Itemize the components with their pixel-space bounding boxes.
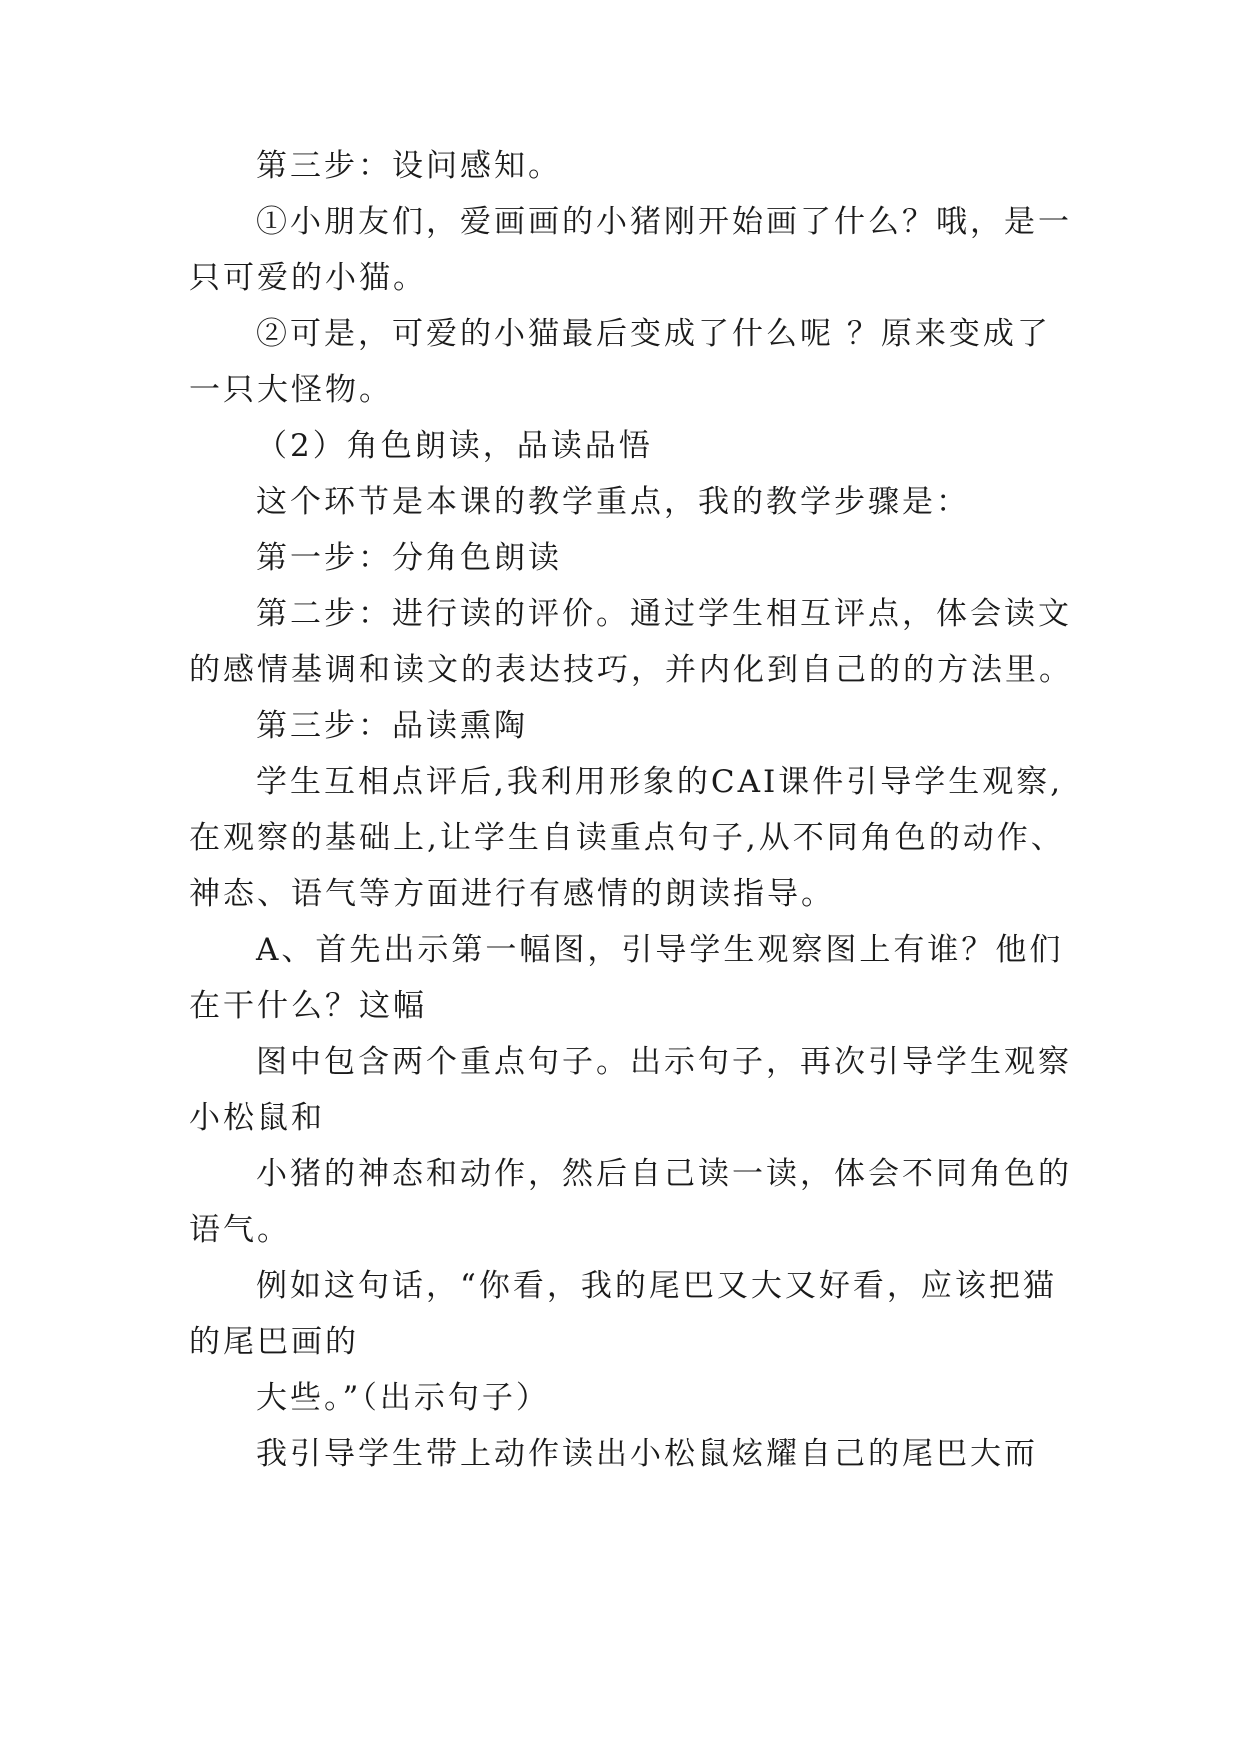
paragraph-line: A、首先出示第一幅图，引导学生观察图上有谁？他们	[256, 932, 1064, 968]
paragraph-line: 第三步：品读熏陶	[256, 708, 528, 744]
paragraph-line: 在观察的基础上,让学生自读重点句子,从不同角色的动作、	[189, 820, 1065, 856]
section-heading: （2）角色朗读，品读品悟	[256, 428, 653, 464]
paragraph-line: 我引导学生带上动作读出小松鼠炫耀自己的尾巴大而	[256, 1436, 1038, 1472]
paragraph-line: 一只大怪物。	[189, 372, 393, 408]
paragraph-line: 学生互相点评后,我利用形象的CAI课件引导学生观察,	[256, 764, 1064, 800]
paragraph-line: 这个环节是本课的教学重点，我的教学步骤是：	[256, 484, 970, 520]
paragraph-line: 在干什么？这幅	[189, 988, 427, 1024]
paragraph-line: ①小朋友们，爱画画的小猪刚开始画了什么？哦，是一	[256, 204, 1072, 240]
paragraph-line: 神态、语气等方面进行有感情的朗读指导。	[189, 876, 835, 912]
paragraph-line: 语气。	[189, 1212, 291, 1248]
paragraph-line: 的感情基调和读文的表达技巧，并内化到自己的的方法里。	[189, 652, 1073, 688]
paragraph-line: ②可是，可爱的小猫最后变成了什么呢 ？原来变成了	[256, 316, 1051, 352]
paragraph-line: 的尾巴画的	[189, 1324, 359, 1360]
paragraph-line: 例如这句话，“你看，我的尾巴又大又好看，应该把猫	[256, 1268, 1057, 1304]
paragraph-line: 小松鼠和	[189, 1100, 325, 1136]
paragraph-line: 图中包含两个重点句子。出示句子，再次引导学生观察	[256, 1044, 1072, 1080]
paragraph-line: 小猪的神态和动作，然后自己读一读，体会不同角色的	[256, 1156, 1072, 1192]
paragraph-line: 只可爱的小猫。	[189, 260, 427, 296]
paragraph-line: 第一步：分角色朗读	[256, 540, 562, 576]
paragraph-line: 第三步：设问感知。	[256, 148, 562, 184]
paragraph-line: 第二步：进行读的评价。通过学生相互评点，体会读文	[256, 596, 1072, 632]
paragraph-line: 大些。”（出示句子）	[256, 1380, 550, 1416]
